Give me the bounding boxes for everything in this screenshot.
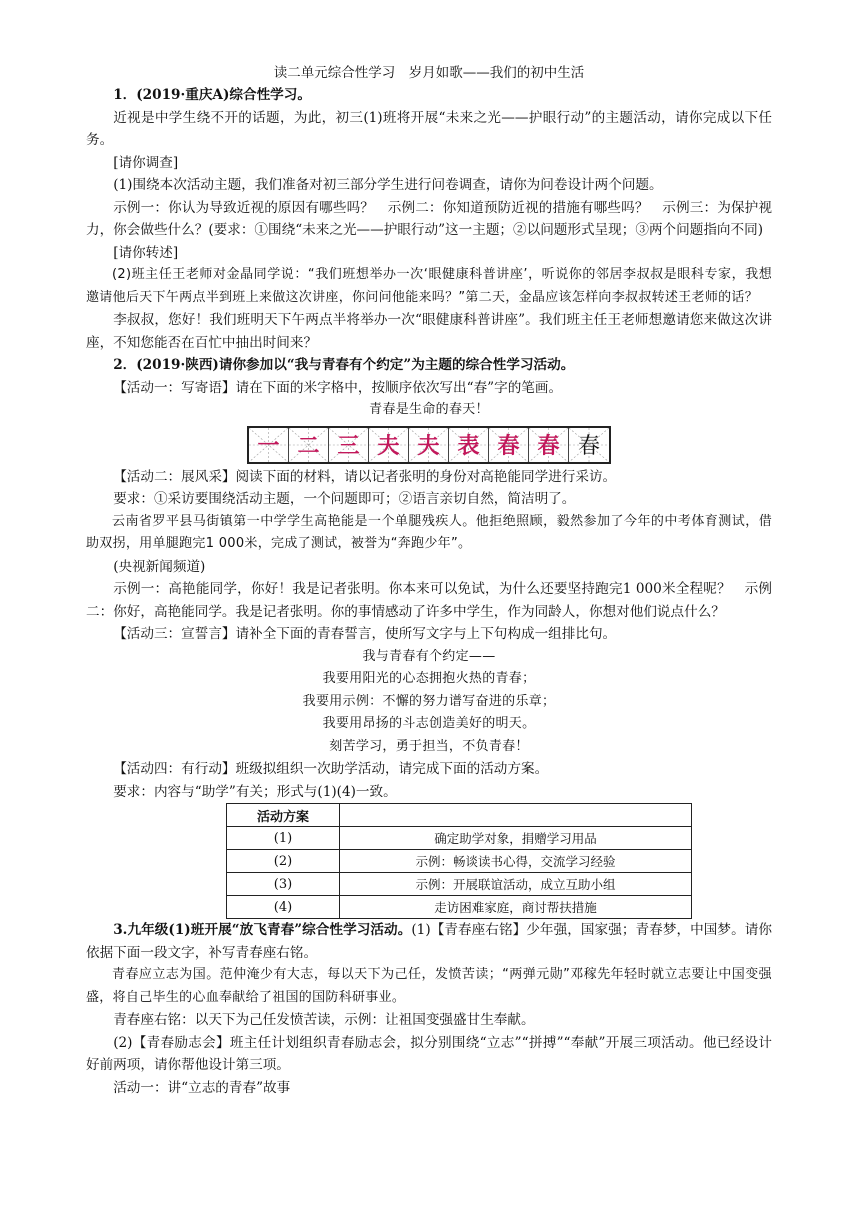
stroke-char: 春 bbox=[497, 433, 520, 459]
mi-character-grid bbox=[247, 426, 611, 464]
stroke-cell bbox=[489, 428, 529, 462]
q1-relay-answer: 李叔叔，您好！我们班明天下午两点半将举办一次“眼健康科普讲座”。我们班主任王老师想邀请您来做这次讲座，不知您能否在百忙中抽出时间来？ bbox=[86, 312, 772, 351]
q2-source: (央视新闻频道) bbox=[113, 558, 206, 575]
oath-line: 我要用昂扬的斗志创造美好的明天。 bbox=[322, 716, 536, 731]
table-cell-text: 示例：畅谈读书心得，交流学习经验 bbox=[340, 850, 692, 873]
stroke-char: 二 bbox=[297, 433, 320, 459]
table-header-row bbox=[227, 804, 692, 827]
page-title: 读二单元综合性学习 岁月如歌——我们的初中生活 bbox=[273, 65, 585, 81]
document-page bbox=[86, 62, 772, 1099]
table-cell-text: 确定助学对象，捐赠学习用品 bbox=[340, 827, 692, 850]
oath-line: 我要用示例：不懈的努力谱写奋进的乐章； bbox=[302, 693, 556, 709]
q2-activity2: 【活动二：展风采】阅读下面的材料，请以记者张明的身份对高艳能同学进行采访。 bbox=[113, 468, 617, 485]
q3-heading: 3.九年级(1)班开展“放飞青春”综合性学习活动。 bbox=[113, 922, 412, 938]
q3-part1: (1)【青春座右铭】少年强，国家强；青春梦，中国梦。请你依据下面一段文字，补写青春座右铭。 bbox=[86, 922, 772, 961]
table-row bbox=[227, 896, 692, 919]
table-cell-no: (2) bbox=[227, 850, 340, 873]
table-cell-no: (1) bbox=[227, 827, 340, 850]
stroke-char: 春 bbox=[577, 434, 600, 459]
q2-activity2-requirement: 要求：①采访要围绕活动主题，一个问题即可；②语言亲切自然，简洁明了。 bbox=[113, 491, 576, 507]
q1-relay-tag: [请你转述] bbox=[113, 244, 179, 261]
stroke-cell bbox=[329, 428, 369, 462]
q1-relay-question: (2)班主任王老师对金晶同学说：“我们班想举办一次‘眼健康科普讲座’，听说你的邻居李叔叔是眼科专家，我想邀请他后天下午两点半到班上来做这次讲座，你问问他能来吗？”第二天，金晶应该怎样向李叔叔转述王老师的话？ bbox=[86, 267, 772, 305]
q2-activity2-answer: 示例一：高艳能同学，你好！我是记者张明。你本来可以免试，为什么还要坚持跑完1 000米全程呢？ 示例二：你好，高艳能同学。我是记者张明。你的事情感动了许多中学生，作为同龄人，你想对他们说点什么？ bbox=[86, 581, 772, 620]
q3-activity1: 活动一：讲“立志的青春”故事 bbox=[113, 1079, 291, 1096]
table-cell-no: (4) bbox=[227, 896, 340, 919]
q3-motto: 青春座右铭：以天下为己任发愤苦读，示例：让祖国变强盛甘生奉献。 bbox=[113, 1012, 535, 1028]
stroke-char: 夫 bbox=[417, 433, 440, 459]
table-cell-text: 走访困难家庭，商讨帮扶措施 bbox=[340, 896, 692, 919]
stroke-char: 三 bbox=[337, 433, 360, 459]
stroke-cell bbox=[369, 428, 409, 462]
stroke-cell bbox=[569, 428, 609, 462]
q1-survey-answer: 示例一：你认为导致近视的原因有哪些吗？ 示例二：你知道预防近视的措施有哪些吗？ 示例三：为保护视力，你会做些什么？(要求：①围绕“未来之光——护眼行动”这一主题；②以问题形式呈现；③两个问题指向不同) bbox=[86, 199, 772, 238]
q1-survey-tag: [请你调查] bbox=[113, 154, 179, 171]
stroke-char: 一 bbox=[257, 433, 280, 459]
activity-plan-table bbox=[226, 803, 692, 919]
table-cell-no: (3) bbox=[227, 873, 340, 896]
table-row bbox=[227, 850, 692, 873]
q1-heading: 1．(2019·重庆A)综合性学习。 bbox=[113, 87, 311, 103]
stroke-char: 表 bbox=[457, 433, 480, 459]
q2-motto: 青春是生命的春天！ bbox=[369, 402, 489, 417]
table-header-empty bbox=[340, 804, 692, 827]
q3-heading-line bbox=[86, 919, 772, 964]
stroke-char: 春 bbox=[537, 433, 560, 459]
oath-block bbox=[86, 646, 772, 759]
q2-material: 云南省罗平县马街镇第一中学学生高艳能是一个单腿残疾人。他拒绝照顾，毅然参加了今年的中考体育测试，借助双拐，用单腿跑完1 000米，完成了测试，被誉为“奔跑少年”。 bbox=[86, 513, 772, 551]
stroke-grid-wrapper bbox=[86, 426, 772, 464]
q1-survey-question: (1)围绕本次活动主题，我们准备对初三部分学生进行问卷调查，请你为问卷设计两个问题。 bbox=[113, 177, 663, 193]
q2-activity1: 【活动一：写寄语】请在下面的米字格中，按顺序依次写出“春”字的笔画。 bbox=[113, 379, 563, 396]
table-row bbox=[227, 827, 692, 850]
stroke-char: 夫 bbox=[377, 433, 400, 459]
q2-activity4: 【活动四：有行动】班级拟组织一次助学活动，请完成下面的活动方案。 bbox=[113, 761, 549, 777]
q2-activity3: 【活动三：宣誓言】请补全下面的青春誓言，使所写文字与上下句构成一组排比句。 bbox=[113, 626, 617, 642]
stroke-cell bbox=[249, 428, 289, 462]
oath-line: 刻苦学习，勇于担当，不负青春！ bbox=[329, 738, 529, 754]
q3-passage: 青春应立志为国。范仲淹少有大志，每以天下为己任，发愤苦读；“两弹元勋”邓稼先年轻时就立志要让中国变强盛，将自己毕生的心血奉献给了祖国的国防科研事业。 bbox=[86, 967, 772, 1005]
q3-part2: (2)【青春励志会】班主任计划组织青春励志会，拟分别围绕“立志”“拼搏”“奉献”开展三项活动。他已经设计好前两项，请你帮他设计第三项。 bbox=[86, 1034, 772, 1073]
oath-line: 我要用阳光的心态拥抱火热的青春； bbox=[322, 671, 536, 686]
table-header-cell: 活动方案 bbox=[227, 804, 340, 827]
stroke-cell bbox=[449, 428, 489, 462]
stroke-cell bbox=[289, 428, 329, 462]
stroke-cell bbox=[409, 428, 449, 462]
stroke-cell bbox=[529, 428, 569, 462]
q2-activity4-requirement: 要求：内容与“助学”有关；形式与(1)(4)一致。 bbox=[113, 783, 397, 800]
oath-line: 我与青春有个约定—— bbox=[362, 648, 496, 664]
q1-intro: 近视是中学生绕不开的话题，为此，初三(1)班将开展“未来之光——护眼行动”的主题活动，请你完成以下任务。 bbox=[86, 109, 772, 148]
table-row bbox=[227, 873, 692, 896]
q2-heading: 2．(2019·陕西)请你参加以“我与青春有个约定”为主题的综合性学习活动。 bbox=[113, 357, 575, 373]
table-cell-text: 示例：开展联谊活动，成立互助小组 bbox=[340, 873, 692, 896]
